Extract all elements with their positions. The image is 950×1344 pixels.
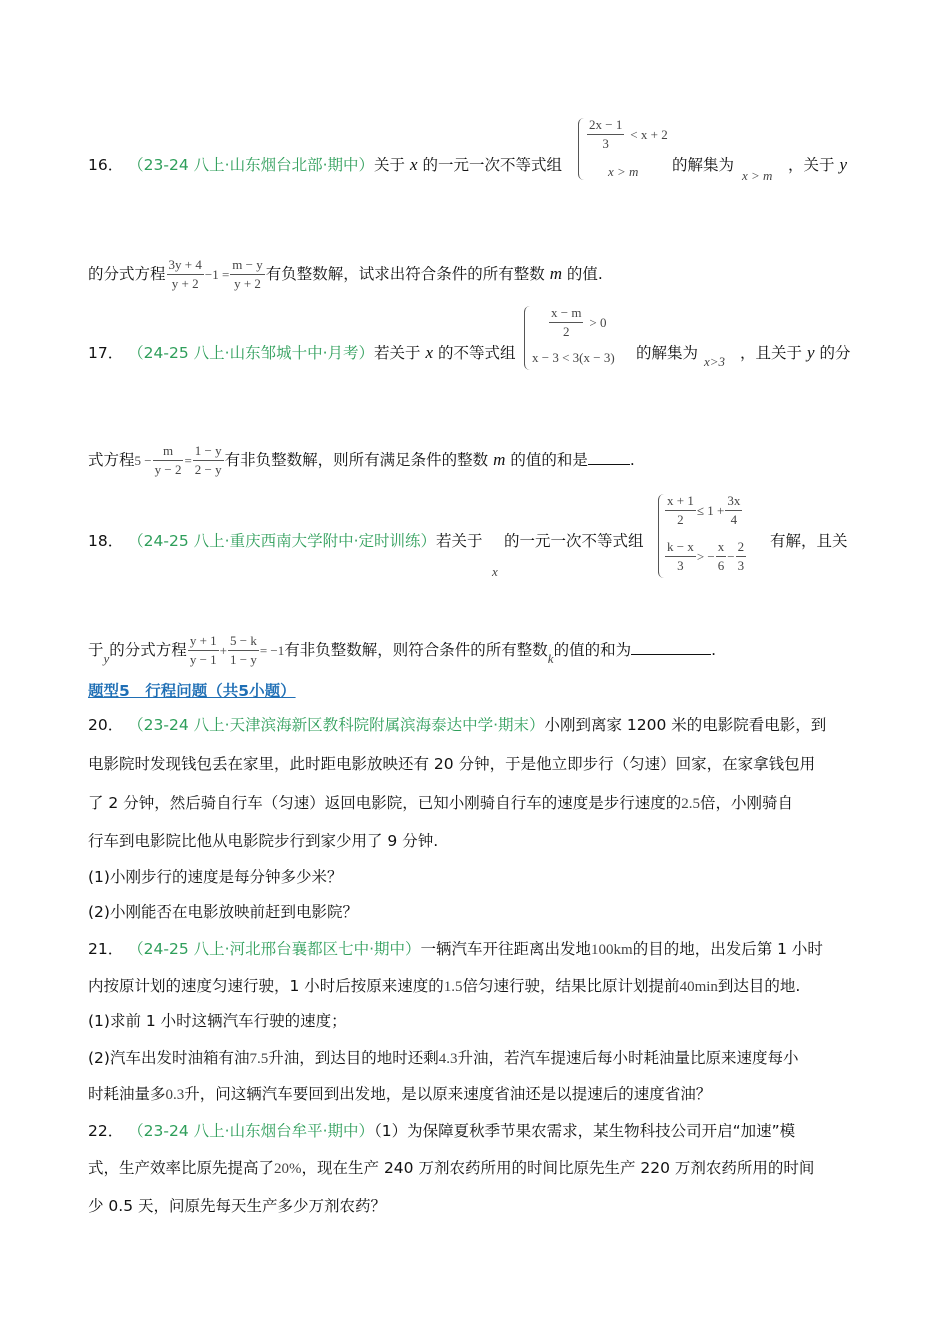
q20-line1: 20． （23-24 八上·天津滨海新区教科院附属滨海泰达中学·期末）小刚到离家 1200 米的电影院看电影，到 bbox=[88, 716, 827, 734]
q16-system-brace bbox=[578, 118, 585, 180]
question-number: 22． bbox=[88, 1122, 124, 1140]
q18-inequality-2: $\frac{k - x}{3}$ > − $\frac{x}{6}$ − $\frac{2}{3}$ bbox=[667, 539, 745, 573]
q18-line1: 18． （24-25 八上·重庆西南大学附中·定时训练）若关于 bbox=[88, 532, 483, 550]
q18-inequality-1: $\frac{x + 1}{2}$ ≤ 1 + $\frac{3x}{4}$ bbox=[667, 493, 741, 527]
q17-inequality-1: $\frac{x - m}{2}$ > 0 bbox=[551, 305, 607, 339]
q22-line1: 22． （23-24 八上·山东烟台牟平·期中）（1）为保障夏秋季节果农需求，某生物科技公司开启“加速”模 bbox=[88, 1122, 796, 1140]
answer-blank[interactable] bbox=[588, 448, 630, 465]
answer-blank[interactable] bbox=[631, 638, 711, 655]
q16-line1-end: ，关于 y bbox=[788, 155, 847, 174]
question-number: 16． bbox=[88, 156, 124, 174]
q22-line2: 式，生产效率比原先提高了20%，现在生产 240 万剂农药所用的时间比原先生产 220 万剂农药所用的时间 bbox=[88, 1159, 815, 1177]
question-source: （24-25 八上·河北邢台襄都区七中·期中） bbox=[128, 940, 421, 958]
q17-system-brace bbox=[524, 306, 531, 370]
q16-line1-tail: 的解集为 bbox=[672, 156, 735, 174]
q17-line2: 式方程5 − $\frac{m}{y - 2}$ = $\frac{1 - y}{2 - y}$ 有非负整数解，则所有满足条件的整数 m 的值的和是 . bbox=[88, 443, 635, 477]
q17-inequality-2: x − 3 < 3(x − 3) bbox=[532, 350, 615, 365]
question-source: （24-25 八上·重庆西南大学附中·定时训练） bbox=[128, 532, 436, 550]
q16-solution-set: x > m bbox=[742, 168, 773, 183]
q16-line2: 的分式方程 $\frac{3y + 4}{y + 2}$ −1 = $\frac{m - y}{y + 2}$ 有负整数解，试求出符合条件的所有整数 m 的值. bbox=[88, 257, 603, 291]
q17-solution-set: x>3 bbox=[704, 354, 726, 369]
question-number: 20． bbox=[88, 716, 124, 734]
q18-line2: 于$_y$的分式方程 $\frac{y + 1}{y - 1}$ + $\frac{5 - k}{1 - y}$ = −1有非负整数解，则符合条件的所有整数$_k$的值的和为 . bbox=[88, 633, 717, 667]
q17-line1: 17． （24-25 八上·山东邹城十中·月考）若关于 x 的不等式组 bbox=[88, 343, 516, 362]
q21-part2-line2: 时耗油量多0.3升，问这辆汽车要回到出发地，是以原来速度省油还是以提速后的速度省油？ bbox=[88, 1085, 712, 1103]
q16-inequality-2: x > m bbox=[608, 164, 639, 179]
q18-line1-mid: 的一元一次不等式组 bbox=[504, 532, 644, 550]
q18-variable-x: x bbox=[492, 564, 498, 579]
question-source: （23-24 八上·山东烟台牟平·期中） bbox=[128, 1122, 374, 1140]
question-source: （23-24 八上·山东烟台北部·期中） bbox=[128, 156, 374, 174]
q22-line3: 少 0.5 天，问原先每天生产多少万剂农药？ bbox=[88, 1197, 387, 1215]
q20-part1: (1)小刚步行的速度是每分钟多少米？ bbox=[88, 868, 343, 886]
q20-part2: (2)小刚能否在电影放映前赶到电影院？ bbox=[88, 903, 358, 921]
q21-part1: (1)求前 1 小时这辆汽车行驶的速度； bbox=[88, 1012, 347, 1030]
question-number: 18． bbox=[88, 532, 124, 550]
q21-line2: 内按原计划的速度匀速行驶，1 小时后按原来速度的1.5倍匀速行驶，结果比原计划提前40min到达目的地. bbox=[88, 977, 801, 995]
question-source: （24-25 八上·山东邹城十中·月考） bbox=[128, 344, 374, 362]
question-source: （23-24 八上·天津滨海新区教科院附属滨海泰达中学·期末） bbox=[128, 716, 545, 734]
q17-line1-end: ，且关于 y 的分 bbox=[740, 343, 851, 362]
q20-line3: 了 2 分钟，然后骑自行车（匀速）返回电影院，已知小刚骑自行车的速度是步行速度的2.5倍，小刚骑自 bbox=[88, 794, 793, 812]
q18-line1-end: 有解，且关 bbox=[770, 532, 848, 550]
q21-line1: 21． （24-25 八上·河北邢台襄都区七中·期中）一辆汽车开往距离出发地100km的目的地，出发后第 1 小时 bbox=[88, 940, 823, 958]
question-number: 17． bbox=[88, 344, 124, 362]
q20-line4: 行车到电影院比他从电影院步行到家少用了 9 分钟. bbox=[88, 832, 439, 850]
q17-line1-tail: 的解集为 bbox=[636, 344, 699, 362]
q16-line1: 16． （23-24 八上·山东烟台北部·期中）关于 x 的一元一次不等式组 bbox=[88, 155, 562, 174]
question-number: 21． bbox=[88, 940, 124, 958]
section-heading: 题型5 行程问题（共5小题） bbox=[88, 682, 296, 700]
q20-line2: 电影院时发现钱包丢在家里，此时距电影放映还有 20 分钟，于是他立即步行（匀速）回家，在家拿钱包用 bbox=[88, 755, 816, 773]
q16-inequality-1: $\frac{2x - 1}{3}$ < x + 2 bbox=[589, 117, 668, 151]
q21-part2-line1: (2)汽车出发时油箱有油7.5升油，到达目的地时还剩4.3升油，若汽车提速后每小时耗油量比原来速度每小 bbox=[88, 1049, 799, 1067]
